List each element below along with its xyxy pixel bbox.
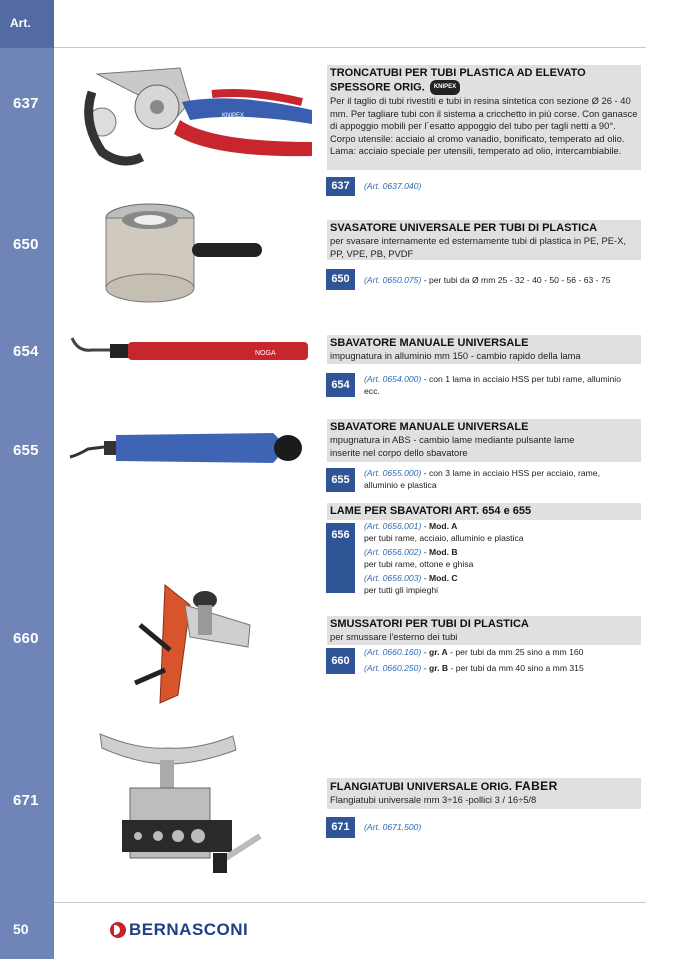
badge-671: 671 (326, 817, 355, 838)
product-655-title: SBAVATORE MANUALE UNIVERSALE (330, 421, 529, 433)
ref-model: Mod. C (428, 573, 458, 583)
page-number: 50 (13, 921, 29, 937)
product-654-description: impugnatura in alluminio mm 150 - cambio rapido della lama (330, 350, 581, 361)
ref-model: gr. A (428, 647, 448, 657)
ref-model: Mod. A (428, 521, 458, 531)
product-637-block (327, 65, 641, 170)
ref-0637-040 (364, 181, 421, 193)
badge-660: 660 (326, 648, 355, 674)
side-artnum-655: 655 (13, 442, 39, 459)
ref-0671-500 (364, 822, 421, 834)
ref-0660-250: (Art. 0660.250) - gr. B - per tubi da mm 40 sino a mm 315 (364, 663, 584, 673)
product-650-description: per svasare internamente ed esternamente tubi di plastica in PE, PE-X, PP, VPE, PB, PVDF (330, 235, 626, 259)
abs-deburrer-image (68, 425, 308, 470)
product-660-block (327, 616, 641, 645)
side-artnum-660: 660 (13, 630, 39, 647)
product-655-description: mpugnatura in ABS - cambio lame mediante pulsante lame inserite nel corpo dello sbavatore (330, 434, 575, 458)
plastic-reamer-image (100, 198, 265, 308)
product-656-block (327, 503, 641, 520)
product-654-title: SBAVATORE MANUALE UNIVERSALE (330, 337, 529, 349)
ref-text: per tubi rame, acciaio, alluminio e plastica (364, 532, 524, 543)
product-650-title: SVASATORE UNIVERSALE PER TUBI DI PLASTICA (330, 222, 598, 234)
svg-text:KNIPEX: KNIPEX (222, 113, 245, 119)
product-654-block (327, 335, 641, 364)
ref-text: - per tubi da mm 25 sino a mm 160 (450, 647, 584, 657)
art-label: Art. (10, 16, 31, 30)
ref-code: (Art. 0660.160) (364, 647, 422, 657)
ref-code: (Art. 0655.000) (364, 468, 422, 478)
header-rule (54, 47, 646, 48)
product-637-description: Per il taglio di tubi rivestiti e tubi in resina sintetica con sezione Ø 26 - 40 mm. Per tagliare tubi con il sistema a cricchetto in più corse. Con ganasce di appoggio mobili per l´esatto appoggio del tubo per tagli netti a 90°. Corpo utensile: acciaio al cromo vanadio, bonificato, temperato ad olio. Lama: acciaio speciale per utensili, temperato ad olio, intercambiabile. (330, 95, 638, 156)
ref-code: (Art. 0656.001) (364, 521, 422, 531)
aluminium-deburrer-image (70, 332, 315, 367)
footer-rule (54, 902, 646, 903)
product-671-block (327, 778, 641, 809)
pipe-chamfer-image (130, 575, 260, 710)
ref-model: gr. B (428, 663, 449, 673)
ref-0655-000 (364, 468, 634, 491)
ref-text: per tutti gli impieghi (364, 584, 439, 595)
badge-650: 650 (326, 269, 355, 290)
logo-mark-icon (110, 922, 126, 938)
ref-model: Mod. B (428, 547, 458, 557)
knipex-brand-chip: KNIPEX (430, 80, 460, 95)
bernasconi-logo (110, 919, 248, 941)
product-660-description: per smussare l'esterno dei tubi (330, 631, 458, 642)
product-660-title: SMUSSATORI PER TUBI DI PLASTICA (330, 618, 529, 630)
ref-code: (Art. 0671.500) (364, 822, 422, 832)
faber-brand: FABER (514, 779, 558, 793)
ref-0654-000 (364, 374, 634, 397)
svg-text:NOGA: NOGA (255, 350, 276, 357)
ref-code: (Art. 0656.002) (364, 547, 422, 557)
ref-text: per tubi rame, ottone e ghisa (364, 558, 474, 569)
badge-654: 654 (326, 373, 355, 397)
side-artnum-654: 654 (13, 343, 39, 360)
ref-text: - con 1 lama in acciaio HSS per tubi rame, alluminio ecc. (364, 374, 621, 396)
side-artnum-637: 637 (13, 95, 39, 112)
ref-text: - per tubi da Ø mm 25 - 32 - 40 - 50 - 56 - 63 - 75 (423, 275, 611, 285)
ref-text: - con 3 lame in acciaio HSS per acciaio, rame, alluminio e plastica (364, 468, 600, 490)
ref-code: (Art. 0654.000) (364, 374, 422, 384)
badge-656: 656 (326, 523, 355, 593)
ref-0650-075 (364, 275, 610, 287)
ref-text: - per tubi da mm 40 sino a mm 315 (450, 663, 584, 673)
product-655-block (327, 419, 641, 462)
sidebar (0, 0, 54, 959)
flaring-tool-image (98, 728, 268, 883)
ref-code: (Art. 0650.075) (364, 275, 422, 285)
product-637-title (330, 67, 638, 95)
badge-637: 637 (326, 177, 355, 196)
product-637-title-text: TRONCATUBI PER TUBI PLASTICA AD ELEVATO SPESSORE ORIG. (330, 67, 586, 94)
product-671-title (330, 780, 638, 794)
pipe-cutter-image (62, 62, 324, 182)
ref-0656-003: (Art. 0656.003) - Mod. C per tutti gli impieghi (364, 573, 458, 595)
logo-text: BERNASCONI (129, 920, 249, 939)
ref-code: (Art. 0637.040) (364, 181, 422, 191)
ref-0656-001: (Art. 0656.001) - Mod. A per tubi rame, acciaio, alluminio e plastica (364, 521, 524, 543)
ref-code: (Art. 0656.003) (364, 573, 422, 583)
ref-code: (Art. 0660.250) (364, 663, 422, 673)
side-artnum-671: 671 (13, 792, 39, 809)
sidebar-header (0, 0, 54, 48)
product-671-title-text: FLANGIATUBI UNIVERSALE ORIG. (330, 781, 512, 793)
product-671-description: Flangiatubi universale mm 3÷16 -pollici 3 / 16÷5/8 (330, 794, 537, 805)
ref-0656-002: (Art. 0656.002) - Mod. B per tubi rame, ottone e ghisa (364, 547, 474, 569)
ref-0660-160: (Art. 0660.160) - gr. A - per tubi da mm 25 sino a mm 160 (364, 647, 584, 657)
badge-655: 655 (326, 468, 355, 492)
product-650-block (327, 220, 641, 260)
side-artnum-650: 650 (13, 236, 39, 253)
product-656-title: LAME PER SBAVATORI ART. 654 e 655 (330, 505, 532, 517)
